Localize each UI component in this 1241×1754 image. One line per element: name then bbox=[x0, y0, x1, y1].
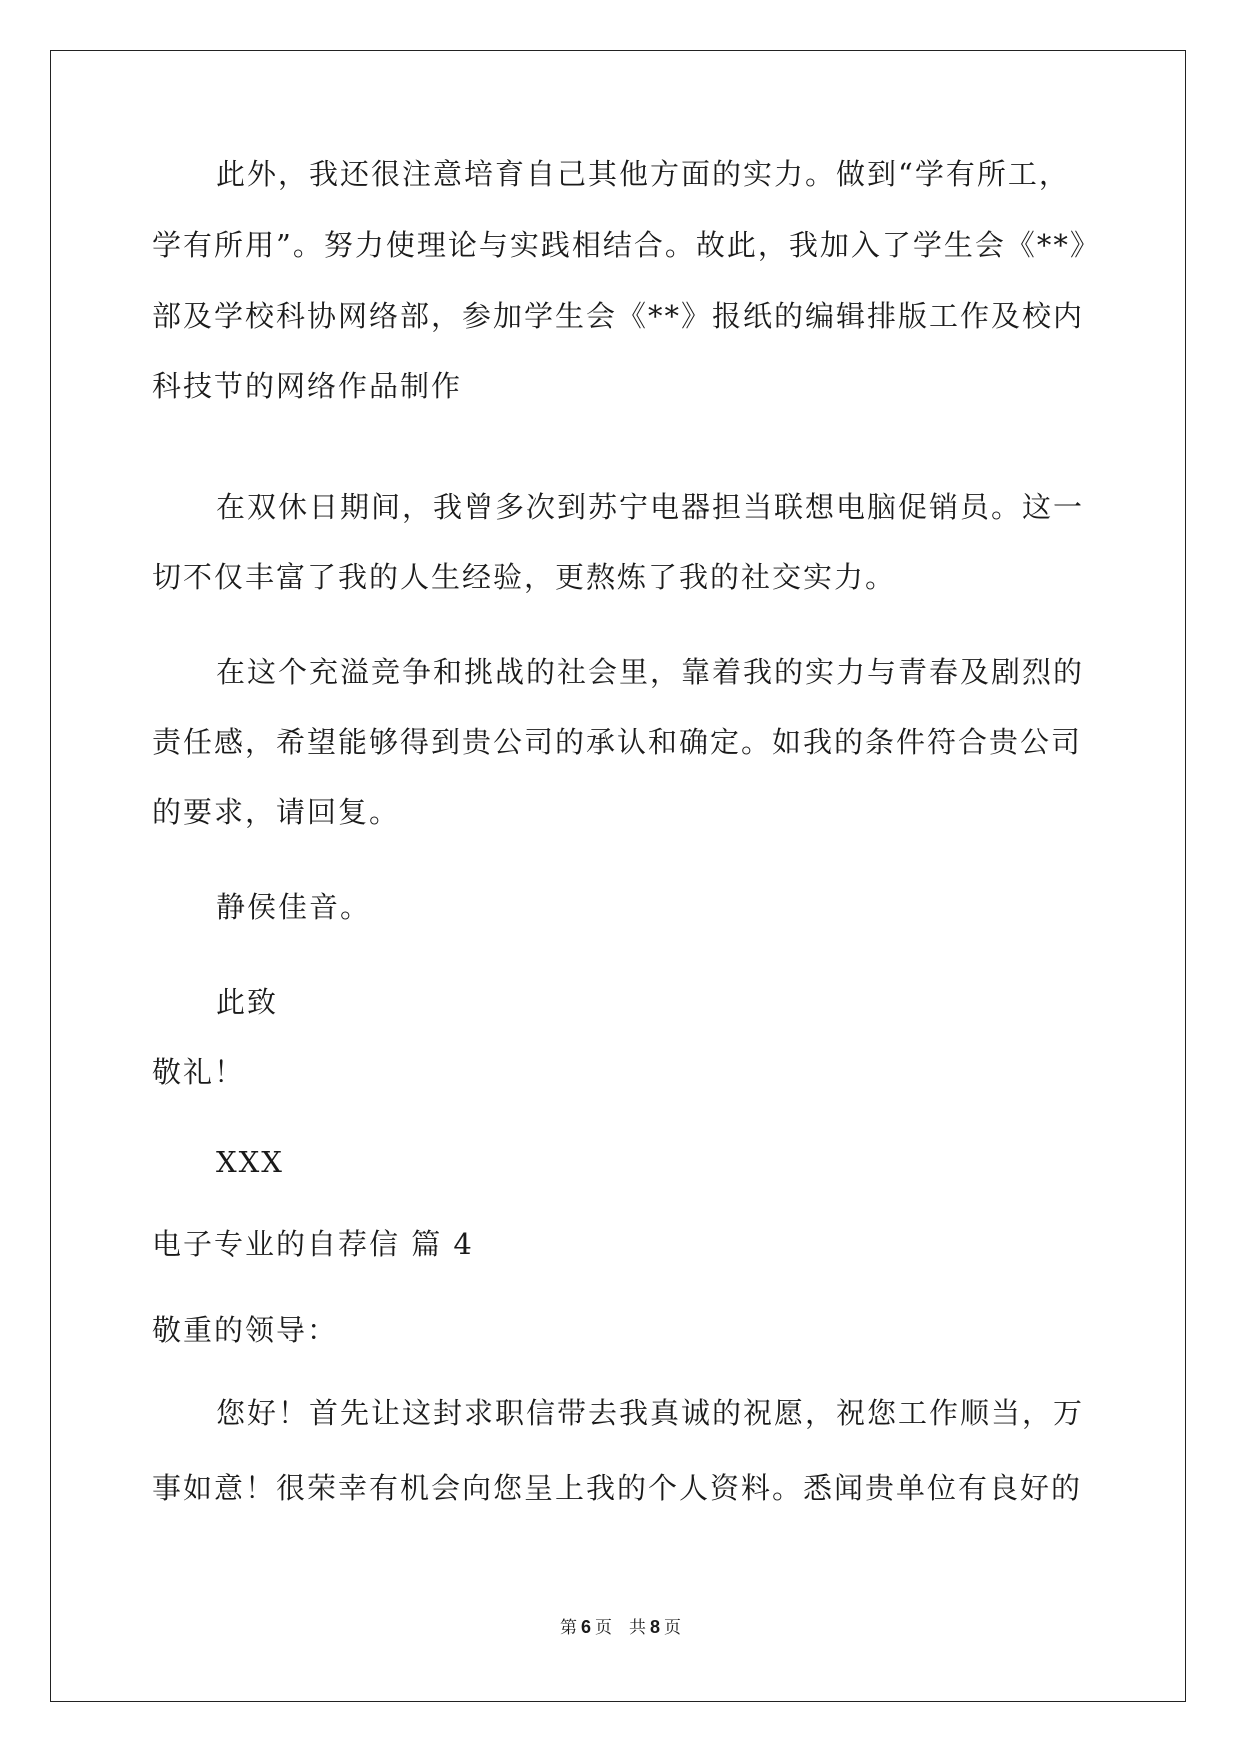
text-line: 科技节的网络作品制作 bbox=[152, 369, 463, 403]
text-line: 静侯佳音。 bbox=[216, 890, 372, 924]
page-total: 8 bbox=[650, 1617, 661, 1637]
text-line: 敬礼！ bbox=[152, 1055, 246, 1089]
section-heading: 电子专业的自荐信 篇 4 bbox=[152, 1227, 474, 1261]
text-line: 此致 bbox=[216, 985, 279, 1019]
salutation: 敬重的领导： bbox=[152, 1313, 339, 1347]
footer-prefix: 第 bbox=[559, 1618, 577, 1638]
text-line: 您好！首先让这封求职信带去我真诚的祝愿，祝您工作顺当，万 bbox=[216, 1396, 1085, 1430]
text-line: 在这个充溢竞争和挑战的社会里，靠着我的实力与青春及剧烈的 bbox=[216, 655, 1085, 689]
text-line: XXX bbox=[216, 1145, 284, 1179]
page-footer bbox=[0, 1615, 1241, 1640]
text-line: 部及学校科协网络部，参加学生会《**》报纸的编辑排版工作及校内 bbox=[152, 299, 1085, 333]
page-number: 6 bbox=[580, 1617, 591, 1637]
text-line: 的要求，请回复。 bbox=[152, 795, 401, 829]
text-line: 学有所用”。努力使理论与实践相结合。故此，我加入了学生会《**》 bbox=[152, 228, 1101, 262]
text-line: 责任感，希望能够得到贵公司的承认和确定。如我的条件符合贵公司 bbox=[152, 725, 1083, 759]
text-line: 在双休日期间，我曾多次到苏宁电器担当联想电脑促销员。这一 bbox=[216, 490, 1085, 524]
text-line: 切不仅丰富了我的人生经验，更熬炼了我的社交实力。 bbox=[152, 560, 897, 594]
footer-suffix: 页 bbox=[664, 1618, 682, 1638]
footer-middle: 页 共 bbox=[595, 1618, 646, 1638]
text-line: 事如意！很荣幸有机会向您呈上我的个人资料。悉闻贵单位有良好的 bbox=[152, 1471, 1083, 1505]
text-line: 此外，我还很注意培育自己其他方面的实力。做到“学有所工， bbox=[216, 157, 1070, 191]
